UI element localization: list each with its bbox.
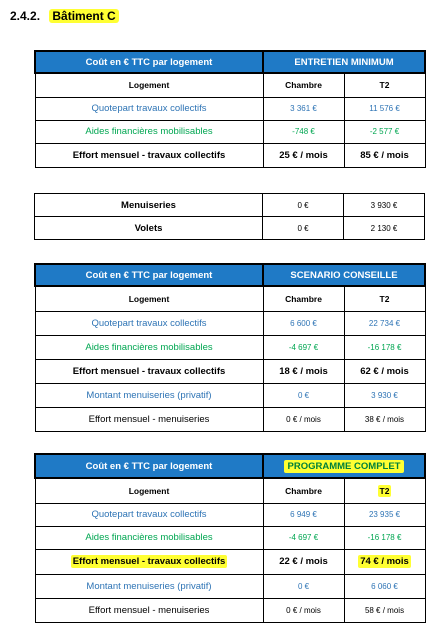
cell-t2: -2 577 € [344,120,425,143]
cell-t2-cell [344,549,425,574]
cell-chambre: 0 € [263,383,344,407]
table-header-row [35,264,425,286]
header-cost-label: Coût en € TTC par logement [35,264,263,286]
header-scenario: ENTRETIEN MINIMUM [263,51,425,73]
col-logement: Logement [35,478,263,503]
cell-chambre: 0 € / mois [263,598,344,622]
cell-t2: -16 178 € [344,335,425,359]
cell-t2: 2 130 € [344,217,425,240]
row-label: Effort mensuel - travaux collectifs [72,556,226,567]
cell-chambre: 22 € / mois [263,549,344,574]
col-t2-cell [344,478,425,503]
header-scenario: SCENARIO CONSEILLE [263,264,425,286]
table-subheader-row [35,478,425,503]
table-row [35,97,425,120]
row-label: Quotepart travaux collectifs [35,311,263,335]
table-row [35,335,425,359]
cell-chambre: 0 € [263,574,344,598]
row-label: Aides financières mobilisables [35,120,263,143]
section-number: 2.4.2. [10,9,41,23]
col-t2: T2 [344,73,425,97]
table-row [35,383,425,407]
row-label: Montant menuiseries (privatif) [35,383,263,407]
section-title: Bâtiment C [49,9,118,23]
cell-t2: -16 178 € [344,526,425,549]
col-logement: Logement [35,73,263,97]
row-label: Aides financières mobilisables [35,526,263,549]
table-subheader-row [35,73,425,97]
header-scenario-cell [263,454,425,478]
cell-chambre: -748 € [263,120,344,143]
row-label: Effort mensuel - menuiseries [35,598,263,622]
table-header-row [35,51,425,73]
table-row [35,143,425,167]
col-t2: T2 [344,286,425,311]
cell-chambre: 6 949 € [263,503,344,526]
row-label: Quotepart travaux collectifs [35,503,263,526]
row-label: Quotepart travaux collectifs [35,97,263,120]
table-row [35,120,425,143]
table-row [35,194,425,217]
table-row [35,359,425,383]
table-programme-complet [34,453,426,623]
table-row [35,526,425,549]
cell-chambre: -4 697 € [263,526,344,549]
row-label: Aides financières mobilisables [35,335,263,359]
row-label-cell [35,549,263,574]
cell-chambre: 3 361 € [263,97,344,120]
cell-t2: 23 935 € [344,503,425,526]
cell-chambre: 6 600 € [263,311,344,335]
col-chambre: Chambre [263,286,344,311]
table-header-row [35,454,425,478]
table-row [35,407,425,431]
cell-t2: 58 € / mois [344,598,425,622]
cell-chambre: 0 € [263,217,344,240]
cell-t2: 22 734 € [344,311,425,335]
cell-t2: 3 930 € [344,383,425,407]
cell-chambre: 18 € / mois [263,359,344,383]
table-row [35,217,425,240]
col-chambre: Chambre [263,73,344,97]
cell-t2: 62 € / mois [344,359,425,383]
cell-t2: 74 € / mois [360,556,409,567]
cell-t2: 38 € / mois [344,407,425,431]
cell-t2: 3 930 € [344,194,425,217]
col-t2: T2 [379,485,390,496]
header-cost-label: Coût en € TTC par logement [35,51,263,73]
row-label: Volets [35,217,263,240]
row-label: Effort mensuel - menuiseries [35,407,263,431]
row-label: Effort mensuel - travaux collectifs [35,143,263,167]
table-entretien-minimum [34,50,426,168]
col-chambre: Chambre [263,478,344,503]
section-heading [10,9,119,23]
header-scenario: PROGRAMME COMPLET [284,460,405,473]
table-row [35,549,425,574]
row-label: Menuiseries [35,194,263,217]
cell-t2: 11 576 € [344,97,425,120]
cell-chambre: 0 € / mois [263,407,344,431]
table-subheader-row [35,286,425,311]
row-label: Montant menuiseries (privatif) [35,574,263,598]
table-menuiseries-volets [34,193,425,240]
row-label: Effort mensuel - travaux collectifs [35,359,263,383]
cell-chambre: -4 697 € [263,335,344,359]
cell-t2: 85 € / mois [344,143,425,167]
cell-chambre: 25 € / mois [263,143,344,167]
header-cost-label: Coût en € TTC par logement [35,454,263,478]
table-scenario-conseille [34,263,426,432]
col-logement: Logement [35,286,263,311]
table-row [35,503,425,526]
cell-chambre: 0 € [263,194,344,217]
table-row [35,311,425,335]
table-row [35,598,425,622]
cell-t2: 6 060 € [344,574,425,598]
table-row [35,574,425,598]
